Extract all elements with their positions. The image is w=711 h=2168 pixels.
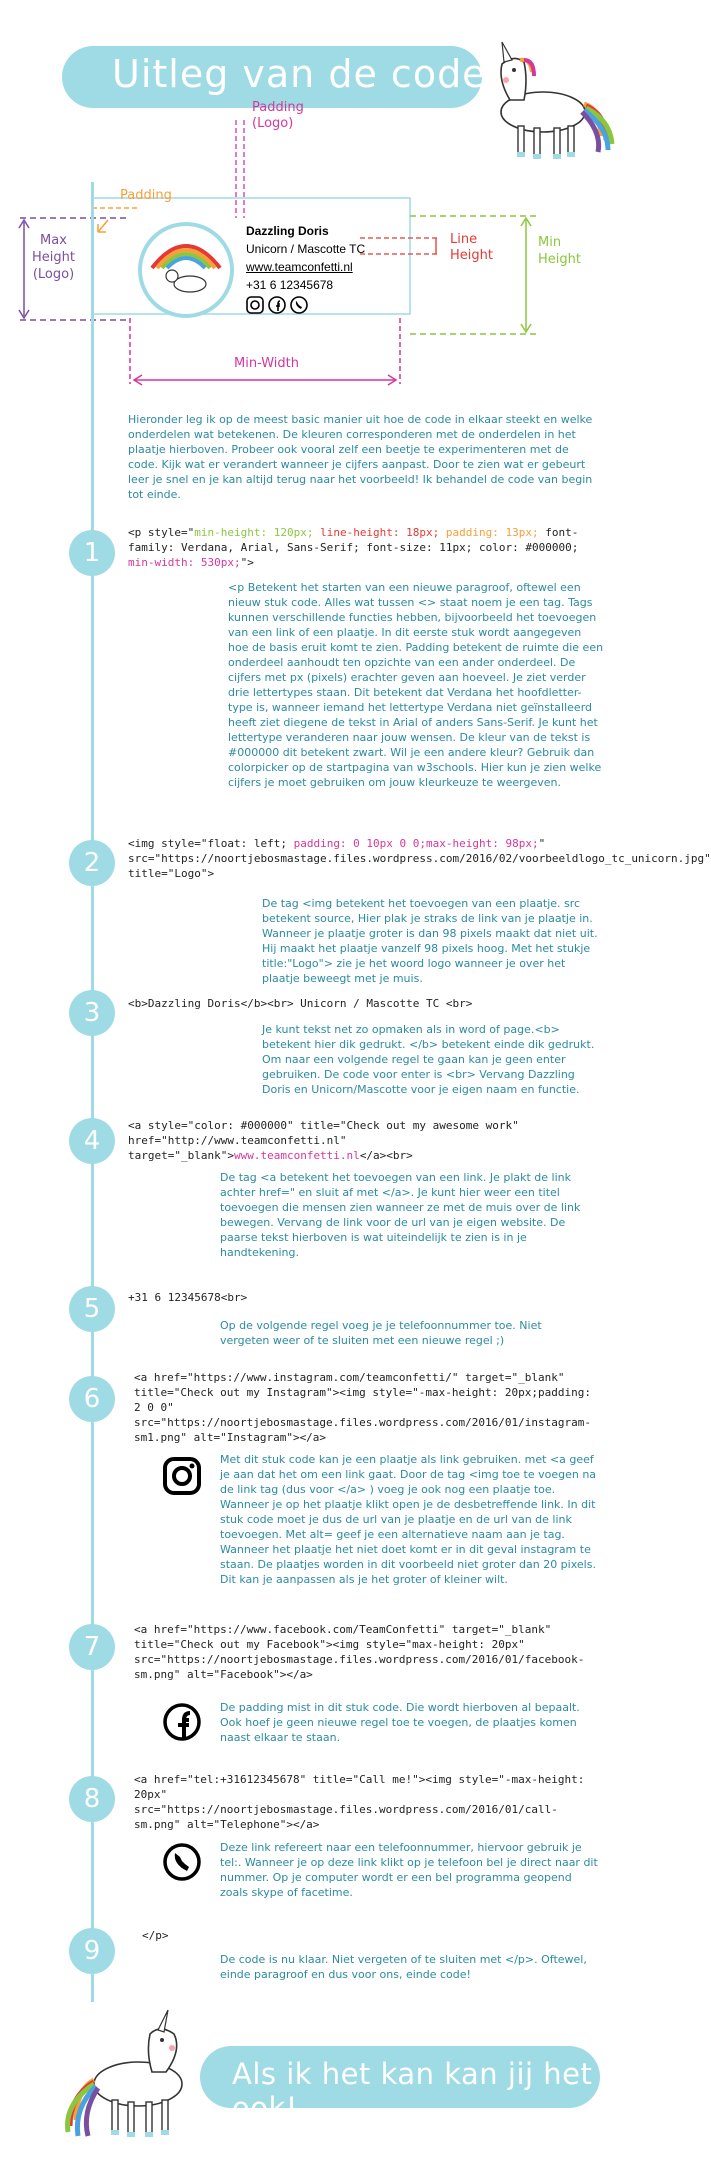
- step-2-text: De tag <img betekent het toevoegen van een plaatje. src betekent source, Hier plak je straks de link van je plaatje in. Wanneer je plaatje groter is dan 98 pixels maakt dat niet uit. Hij maakt het plaatje vanzelf 98 pixels hoog. Met het stukje title:"Logo"> zie je het woord logo wanneer je over het plaatje beweegt met je muis.: [262, 897, 598, 985]
- timeline-line: [91, 182, 94, 2002]
- step-4-text: De tag <a betekent het toevoegen van een link. Je plakt de link achter href=" en sluit af met </a>. Je kunt hier weer een titel toevoegen die mensen zien wanneer ze met de muis over de link bewegen. Vervang de link voor de url van je eigen website. De paarse tekst hierboven is wat uiteindelijk te zien is in je handtekening.: [220, 1171, 581, 1259]
- step-5-badge: 5: [69, 1286, 115, 1332]
- step-5-text: Op de volgende regel voeg je je telefoonnummer toe. Niet vergeten weer of te sluiten met een nieuwe regel ;): [220, 1319, 542, 1347]
- step-2-code: <img style="float: left; padding: 0 10px 0 0;max-height: 98px;" src="https://noortjebosmastage.files.wordpress.com/2016/02/voorbeeldlogo_tc_unicorn.jpg" title="Logo">: [128, 837, 711, 880]
- step-9-code: </p>: [142, 1929, 169, 1942]
- line-height-label: Line Height: [450, 232, 493, 263]
- step-2-badge: 2: [69, 840, 115, 886]
- phone-icon: [160, 1840, 204, 1884]
- step-7-text: De padding mist in dit stuk code. Die wordt hierboven al bepaalt. Ook hoef je geen nieuwe regel toe te voegen, de plaatjes komen naast elkaar te staan.: [220, 1701, 580, 1744]
- step-9-badge: 9: [69, 1928, 115, 1974]
- instagram-icon[interactable]: [246, 296, 264, 314]
- signature-name: Dazzling Doris: [246, 224, 329, 238]
- page-title: Uitleg van de code: [112, 52, 487, 96]
- instagram-icon: [160, 1454, 204, 1498]
- step-1-badge: 1: [69, 530, 115, 576]
- step-3-code: <b>Dazzling Doris</b><br> Unicorn / Mascotte TC <br>: [128, 997, 473, 1010]
- phone-icon[interactable]: [290, 296, 308, 314]
- step-8-text: Deze link refereert naar een telefoonnummer, hiervoor gebruik je tel:. Wanneer je op deze link klikt op je telefoon bel je direct naar dit nummer. Op je computer wordt er een bel programma geopend zoals skype of facetime.: [220, 1841, 598, 1899]
- intro-text: Hieronder leg ik op de meest basic manier uit hoe de code in elkaar steekt en welke onderdelen wat betekenen. De kleuren corresponderen met de onderdelen in het plaatje hierboven. Probeer ook vooral zelf een beetje te experimenteren met de code. Kijk wat er verandert wanneer je cijfers aanpast. Door te zien wat er gebeurt leer je snel en je kan altijd terug naar het voorbeeld! Ik behandel de code van begin tot einde.: [128, 413, 593, 501]
- step-1-text: <p Betekent het starten van een nieuwe paragroof, oftewel een nieuw stuk code. Alles wat tussen <> staat noem je een tag. Tags kunnen verschillende functies hebben, bijvoorbeeld het toevoegen van een link of een plaatje. In dit eerste stuk wordt aangegeven hoe de basis eruit komt te zien. Padding betekent de ruimte die een onderdeel aanhoudt ten opzichte van een ander onderdeel. De cijfers met px (pixels) erachter geven aan hoeveel. Je ziet verder drie lettertypes staan. Dit betekent dat Verdana het hoofdletter-type is, wanneer iemand het lettertype Verdana niet geïnstalleerd heeft ziet diegene de tekst in Arial of anders Sans-Serif. Je kunt het lettertype veranderen naar jouw wensen. De kleur van de tekst is #000000 dit betekent zwart. Wil je een andere kleur? Gebruik dan colorpicker op de startpagina van w3schools. Hier kun je zien welke cijfers je moet gebruiken om jouw kleurkeuze te weergeven.: [228, 581, 604, 789]
- signature-phone: +31 6 12345678: [246, 278, 334, 292]
- step-5-code: +31 6 12345678<br>: [128, 1291, 248, 1304]
- max-height-logo-label: Max Height (Logo): [32, 233, 75, 282]
- signature-role: Unicorn / Mascotte TC: [246, 242, 366, 256]
- facebook-icon[interactable]: [268, 296, 286, 314]
- step-7-code: <a href="https://www.facebook.com/TeamConfetti" target="_blank" title="Check out my Facebook"><img style="max-height: 20px" src="https://noortjebosmastage.files.wordpress.com/2016/01/facebook-sm.png" alt="Facebook"></a>: [134, 1623, 585, 1681]
- facebook-icon: [160, 1700, 204, 1744]
- padding-label: Padding: [120, 188, 172, 203]
- step-8-code: <a href="tel:+31612345678" title="Call me!"><img style="-max-height: 20px" src="https://noortjebosmastage.files.wordpress.com/2016/01/call-sm.png" alt="Telephone"></a>: [134, 1773, 585, 1831]
- min-height-label: Min Height: [538, 235, 581, 267]
- step-6-badge: 6: [69, 1376, 115, 1422]
- step-6-text: Met dit stuk code kan je een plaatje als link gebruiken. met <a geef je aan dat het om een link gaat. Door de tag <img toe te voegen na de link tag (dus voor </a> ) voeg je ook nog een plaatje toe. Wanneer je op het plaatje klikt open je de desbetreffende link. In dit stuk code moet je dus de url van je plaatje en de url van de link toevoegen. Met alt= geef je een alternatieve naam aan je tag. Wanneer het plaatje het niet doet komt er in dit geval instagram te staan. De plaatjes worden in dit voorbeeld niet groter dan 20 pixels. Dit kan je aanpassen als je het groter of kleiner wilt.: [220, 1453, 597, 1586]
- step-8-badge: 8: [69, 1776, 115, 1822]
- step-9-text: De code is nu klaar. Niet vergeten of te sluiten met </p>. Oftewel, einde paragroof en dus voor ons, einde code!: [220, 1953, 587, 1981]
- step-1-code: <p style="min-height: 120px; line-height: 18px; padding: 13px; font-family: Verdana, Arial, Sans-Serif; font-size: 11px; color: #000000; min-width: 530px;">: [128, 526, 579, 569]
- step-6-code: <a href="https://www.instagram.com/teamconfetti/" target="_blank" title="Check out my Instagram"><img style="-max-height: 20px;padding: 2 0 0" src="https://noortjebosmastage.files.wordpress.com/2016/01/instagram-sm1.png" alt="Instagram"></a>: [134, 1371, 591, 1444]
- signature-url[interactable]: www.teamconfetti.nl: [246, 260, 353, 274]
- padding-logo-label: Padding (Logo): [252, 100, 304, 131]
- footer-text: Als ik het kan kan jij het ook!: [232, 2057, 593, 2125]
- step-4-badge: 4: [69, 1118, 115, 1164]
- step-3-text: Je kunt tekst net zo opmaken als in word of page.<b> betekent hier dik gedrukt. </b> betekent einde dik gedrukt. Om naar een volgende regel te gaan kan je geen enter gebruiken. De code voor enter is <br> Vervang Dazzling Doris en Unicorn/Mascotte voor je eigen naam en functie.: [262, 1023, 595, 1096]
- min-width-label: Min-Width: [234, 356, 299, 371]
- step-4-code: <a style="color: #000000" title="Check out my awesome work" href="http://www.teamconfetti.nl" target="_blank">www.teamconfetti.nl</a><br>: [128, 1119, 519, 1162]
- step-7-badge: 7: [69, 1624, 115, 1670]
- unicorn-illustration-bottom: [46, 2000, 206, 2160]
- signature-social-icons: [246, 296, 308, 314]
- step-3-badge: 3: [69, 990, 115, 1036]
